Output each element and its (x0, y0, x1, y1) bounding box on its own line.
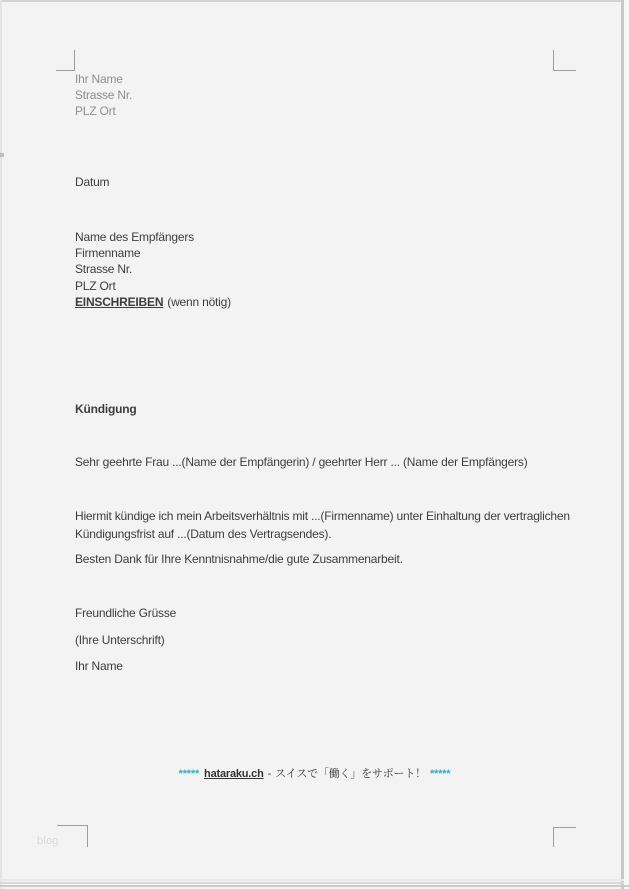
footer-separator: - (267, 768, 272, 780)
page-left-edge (0, 0, 2, 889)
recipient-city: PLZ Ort (75, 278, 116, 293)
recipient-name: Name des Empfängers (75, 230, 194, 244)
page-right-margin-strip (624, 0, 629, 889)
page-top-edge (0, 0, 629, 2)
recipient-company: Firmenname (75, 246, 141, 261)
page-bottom-edge (0, 885, 629, 887)
crop-mark-bottom-left (57, 825, 88, 847)
footer-promo-line (0, 765, 629, 781)
subject-line: Kündigung (75, 402, 137, 416)
body-paragraph-termination: Hiermit kündige ich mein Arbeitsverhältnis mit ...(Firmenname) unter Einhaltung der vertraglichen Kündigungsfrist auf ...(Datum des Vertragsendes). (75, 509, 570, 541)
page-bottom-edge (0, 879, 624, 881)
crop-mark-top-right (553, 50, 576, 71)
footer-site-link[interactable]: hataraku.ch (204, 768, 264, 780)
sender-name: Ihr Name (75, 72, 123, 86)
recipient-street: Strasse Nr. (75, 262, 133, 277)
registered-mail-note: (wenn nötig) (167, 294, 231, 309)
footer-tagline: スイスで「働く」をサポート！ (275, 768, 426, 780)
signature-placeholder: (Ihre Unterschrift) (75, 633, 165, 647)
blog-watermark: blog (37, 835, 59, 847)
crop-mark-bottom-right (553, 827, 576, 847)
date-placeholder: Datum (75, 175, 110, 189)
sender-street: Strasse Nr. (75, 88, 133, 103)
page-bottom-edge (0, 882, 624, 884)
salutation-line: Sehr geehrte Frau ...(Name der Empfängerin) / geehrter Herr ... (Name der Empfängers) (75, 455, 528, 469)
sender-address-block (75, 71, 132, 120)
footer-stars-left: ***** (178, 768, 200, 780)
sender-city: PLZ Ort (75, 104, 116, 119)
body-paragraph-thanks: Besten Dank für Ihre Kenntnisnahme/die gute Zusammenarbeit. (75, 552, 403, 566)
registered-mail-line (75, 294, 231, 310)
registered-mail-label: EINSCHREIBEN (75, 294, 164, 309)
footer-stars-right: ***** (429, 768, 451, 780)
closing-sender-name: Ihr Name (75, 659, 123, 673)
crop-mark-top-left (56, 50, 75, 71)
fold-mark (0, 153, 4, 157)
recipient-address-block (75, 229, 231, 310)
closing-regards: Freundliche Grüsse (75, 606, 177, 620)
